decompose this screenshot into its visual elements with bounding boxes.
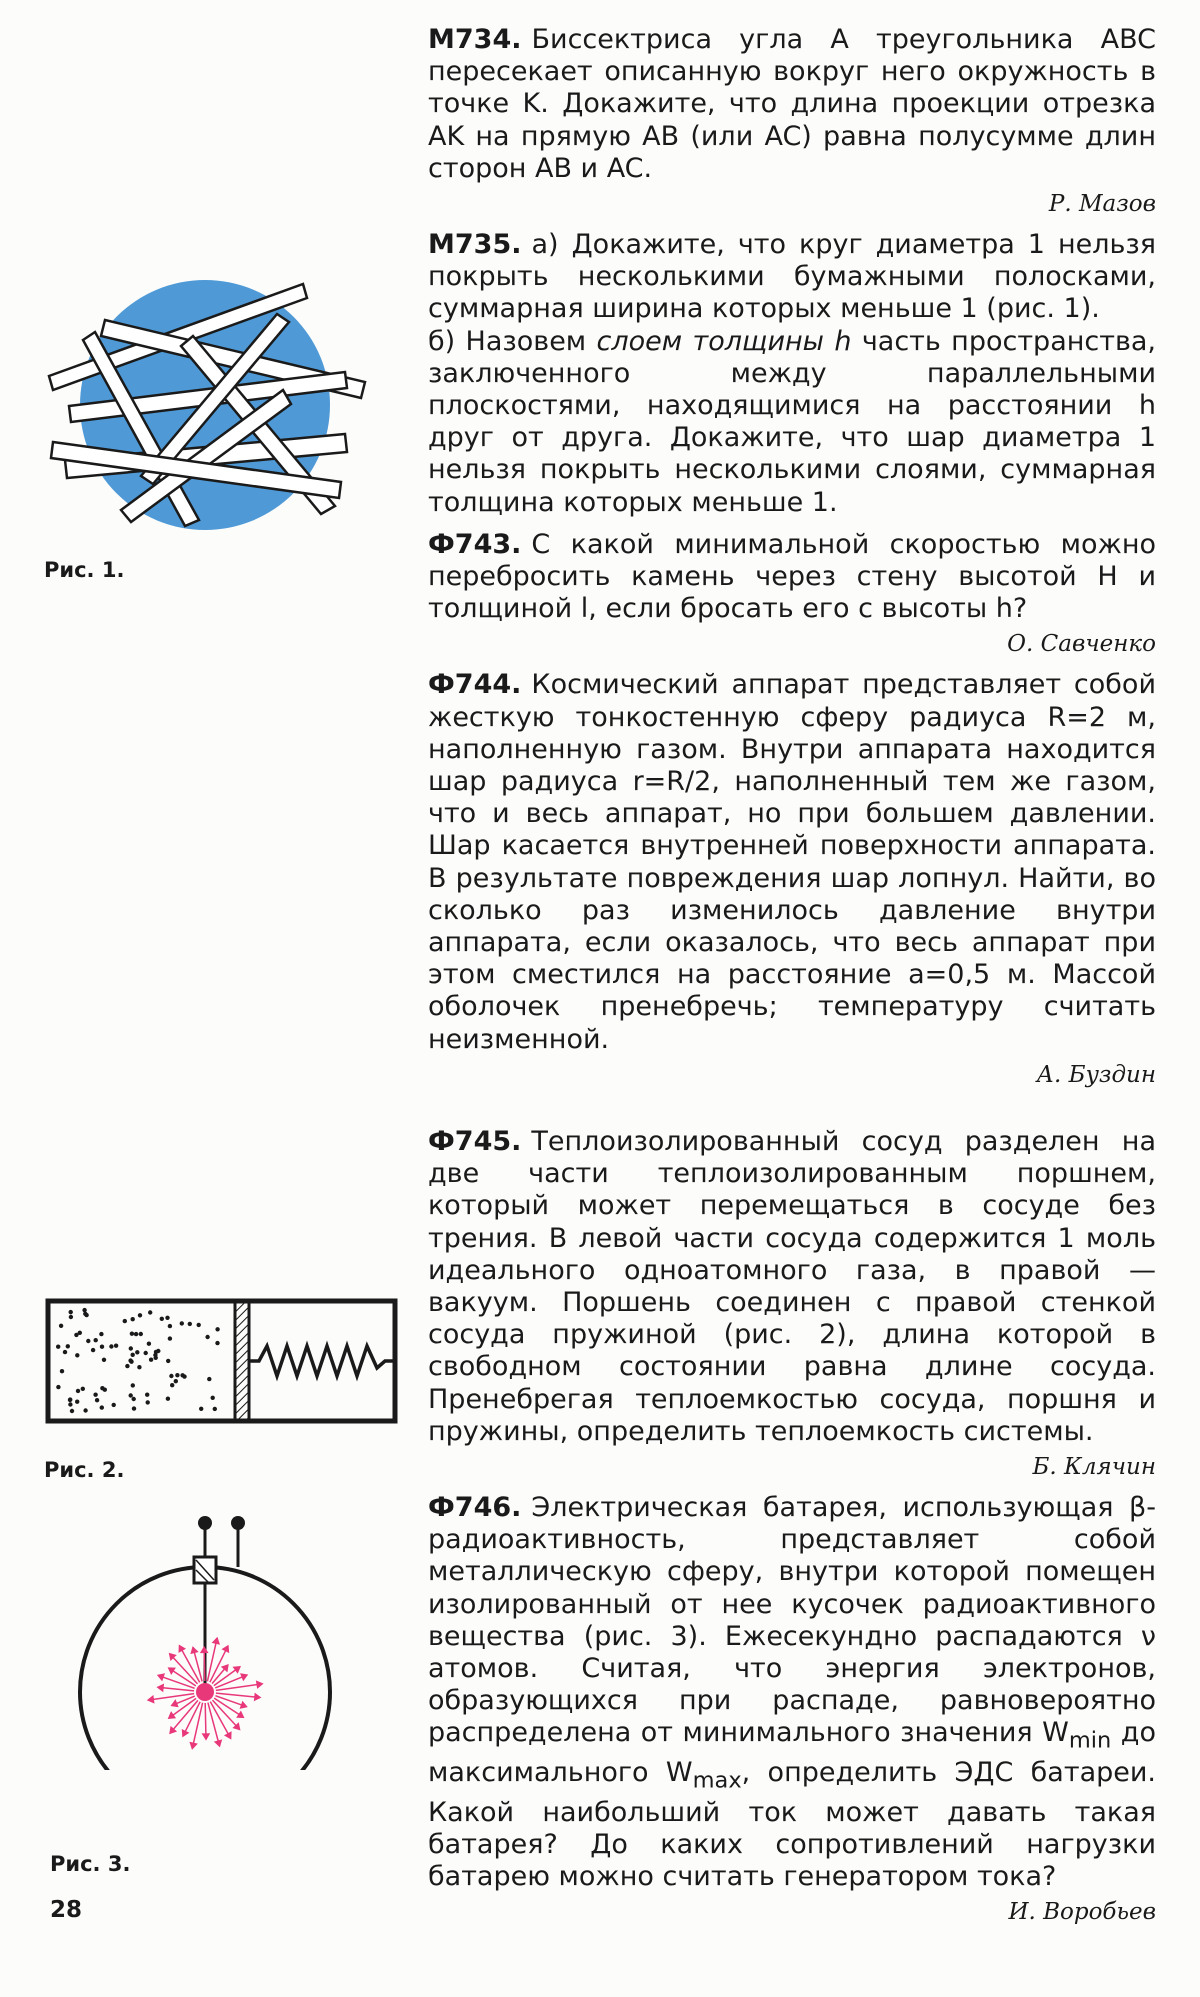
problem-author: Р. Мазов xyxy=(1048,191,1156,218)
defined-term: слоем толщины h xyxy=(596,325,852,357)
problem-number: Ф744. xyxy=(428,669,522,701)
figure-1 xyxy=(45,270,375,540)
problem-text: Космический аппарат представляет собой жесткую тонкостенную сферу радиуса R=2 м, наполненную газом. Внутри аппарата находится шар радиуса r=R/2, наполненный тем же газом, что и весь аппарат, но при большем давлении. Шар касается внутренней поверхности аппарата. В результате повреждения шар лопнул. Найти, во сколько раз изменилось давление внутри аппарата, если оказалось, что весь аппарат при этом сместился на расстояние a=0,5 м. Массой оболочек пренебречь; температуру считать неизменной. xyxy=(428,669,1156,1055)
problem-number: Ф743. xyxy=(428,528,522,560)
problem-text: Биссектриса угла A треугольника ABC пересекает описанную вокруг него окружность в точке K. Докажите, что длина проекции отрезка AK на прямую AB (или AC) равна полусумме длин сторон AB и AC. xyxy=(428,24,1156,184)
problem-number: М734. xyxy=(428,24,522,55)
figure-2-caption: Рис. 2. xyxy=(44,1458,125,1482)
problem-m735 xyxy=(428,229,1156,519)
radioactive-battery-illustration xyxy=(60,1505,350,1770)
spring xyxy=(249,1346,393,1376)
figure-1-caption: Рис. 1. xyxy=(44,558,125,582)
figure-3-caption: Рис. 3. xyxy=(50,1852,131,1876)
problem-author: Б. Клячин xyxy=(1032,1453,1156,1480)
terminal-left xyxy=(198,1516,212,1530)
figure-2 xyxy=(45,1298,400,1426)
problem-text: Теплоизолированный сосуд разделен на две части теплоизолированным поршнем, который может перемещаться в сосуде без трения. В левой части сосуда содержится 1 моль идеального одноатомного газа, в правой — вакуум. Поршень соединен с правой стенкой сосуда пружиной (рис. 2), длина которой в свободном состоянии равна длине сосуда. Пренебрегая теплоемкостью сосуда, поршня и пружины, определить теплоемкость системы. xyxy=(428,1125,1156,1447)
problem-number: М735. xyxy=(428,229,522,261)
problem-number: Ф745. xyxy=(428,1125,522,1157)
problem-author: И. Воробьев xyxy=(1008,1899,1156,1926)
radioactive-source xyxy=(196,1683,214,1701)
problem-f746: Ф746. Электрическая батарея, использующая β-радиоактивность, представляет собой металлическую сферу, внутри которой помещен изолированный от нее кусочек радиоактивного вещества (рис. 3). Ежесекундно распадаются ν атомов. Считая, что энергия электронов, образующихся при распаде, равновероятно распределена от минимального значения $W_{min}$ до максимального $W_{max}$, определить ЭДС батареи. Какой наибольший ток может давать такая батарея? До каких сопротивлений нагрузки батарею можно считать генератором тока? xyxy=(428,1491,1157,1892)
problem-part-b: б) Назовем слоем толщины h часть пространства, заключенного между параллельными плоскостями, находящимися на расстоянии h друг от друга. Докажите, что шар диаметра 1 нельзя покрыть несколькими слоями, суммарная толщина которых меньше 1. xyxy=(428,325,1157,518)
gas-particles xyxy=(56,1308,220,1413)
problems-column xyxy=(428,24,1156,1927)
problem-m734 xyxy=(428,24,1156,185)
problem-number: Ф746. xyxy=(428,1491,522,1523)
problem-f744 xyxy=(428,669,1156,1055)
terminal-right xyxy=(231,1516,245,1530)
disk-with-strips-illustration xyxy=(45,270,375,540)
problem-author: О. Савченко xyxy=(1007,631,1156,658)
problem-part-a: а) Докажите, что круг диаметра 1 нельзя покрыть несколькими бумажными полосками, суммарная ширина которых меньше 1 (рис. 1). xyxy=(428,229,1156,325)
piston xyxy=(235,1301,249,1421)
vessel-piston-spring-illustration xyxy=(45,1298,400,1426)
problem-f743 xyxy=(428,529,1156,626)
problem-author: А. Буздин xyxy=(1036,1061,1156,1088)
problem-f745 xyxy=(428,1126,1156,1448)
problem-text: С какой минимальной скоростью можно перебросить камень через стену высотой H и толщиной l, если бросать его с высоты h? xyxy=(428,528,1156,625)
figure-3 xyxy=(60,1505,350,1770)
page-number: 28 xyxy=(50,1897,83,1923)
